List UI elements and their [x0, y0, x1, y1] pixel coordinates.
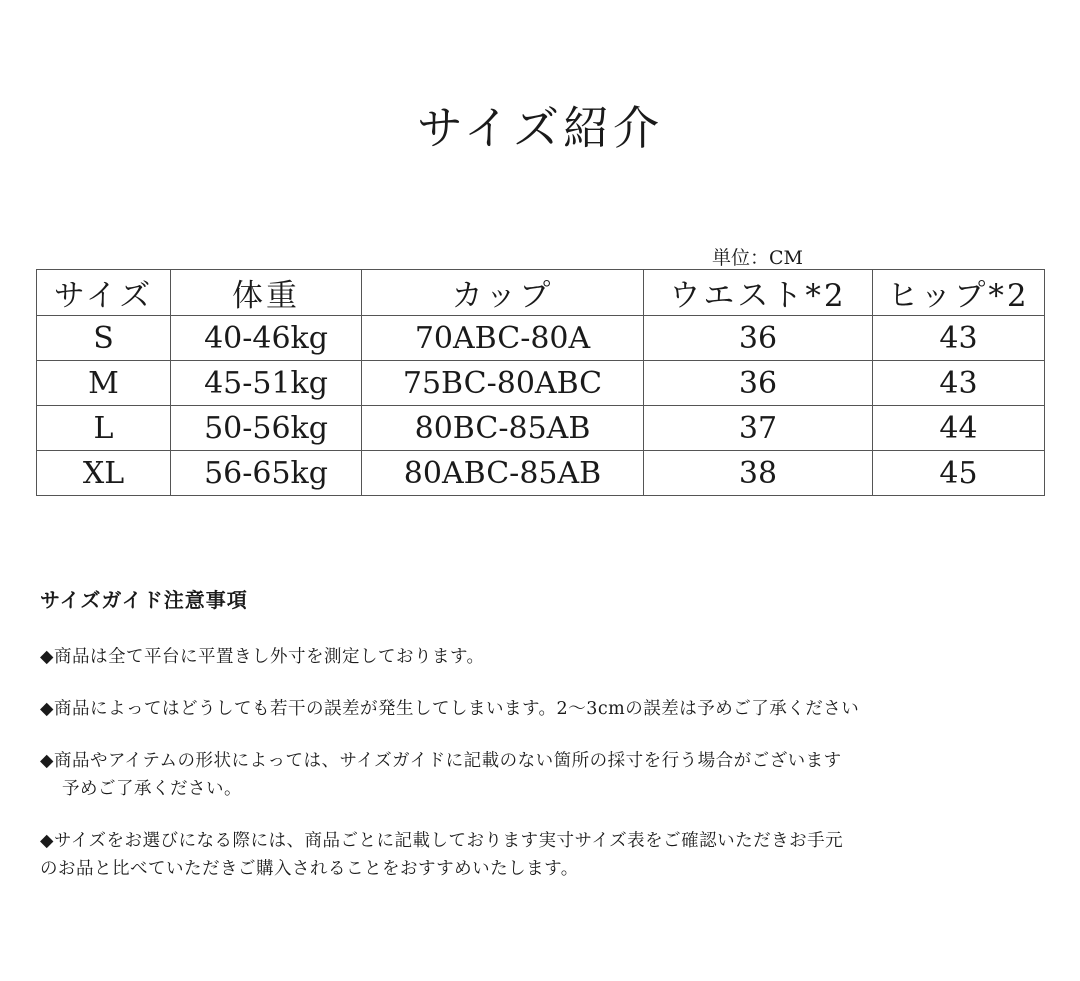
note-line: ◆商品は全て平台に平置きし外寸を測定しております。	[40, 647, 485, 667]
cell-size: XL	[37, 451, 171, 496]
cell-waist: 38	[644, 451, 873, 496]
note-line-continued: 予めご了承ください。	[62, 779, 242, 799]
notes-heading: サイズガイド注意事項	[40, 588, 248, 612]
note-item	[40, 747, 1050, 803]
table-row	[37, 361, 1045, 406]
cell-weight: 40-46kg	[171, 316, 362, 361]
note-item	[40, 827, 1050, 883]
unit-label: 単位：CM	[712, 247, 803, 269]
cell-hip: 43	[873, 361, 1045, 406]
table-row	[37, 316, 1045, 361]
column-header-hip: ヒップ*2	[873, 270, 1045, 316]
page-title: サイズ紹介	[416, 101, 664, 155]
cell-cup: 80BC-85AB	[362, 406, 644, 451]
table-row	[37, 406, 1045, 451]
size-guide-notes	[40, 585, 1050, 907]
cell-weight: 45-51kg	[171, 361, 362, 406]
cell-weight: 56-65kg	[171, 451, 362, 496]
cell-waist: 37	[644, 406, 873, 451]
cell-size: L	[37, 406, 171, 451]
cell-hip: 44	[873, 406, 1045, 451]
column-header-waist: ウエスト*2	[644, 270, 873, 316]
cell-waist: 36	[644, 316, 873, 361]
note-line: ◆商品によってはどうしても若干の誤差が発生してしまいます。2～3cmの誤差は予めご了承ください	[40, 699, 860, 719]
cell-hip: 45	[873, 451, 1045, 496]
cell-cup: 75BC-80ABC	[362, 361, 644, 406]
cell-weight: 50-56kg	[171, 406, 362, 451]
cell-hip: 43	[873, 316, 1045, 361]
note-line: ◆サイズをお選びになる際には、商品ごとに記載しております実寸サイズ表をご確認いただきお手元	[40, 831, 844, 851]
note-line: ◆商品やアイテムの形状によっては、サイズガイドに記載のない箇所の採寸を行う場合がございます	[40, 751, 842, 771]
column-header-cup: カップ	[362, 270, 644, 316]
cell-cup: 70ABC-80A	[362, 316, 644, 361]
cell-size: M	[37, 361, 171, 406]
table-row	[37, 451, 1045, 496]
size-table	[36, 269, 1045, 496]
cell-cup: 80ABC-85AB	[362, 451, 644, 496]
column-header-size: サイズ	[37, 270, 171, 316]
table-header-row	[37, 270, 1045, 316]
column-header-weight: 体重	[171, 270, 362, 316]
note-item	[40, 695, 1050, 723]
note-item	[40, 643, 1050, 671]
note-line-continued: のお品と比べていただきご購入されることをおすすめいたします。	[40, 859, 579, 879]
cell-waist: 36	[644, 361, 873, 406]
cell-size: S	[37, 316, 171, 361]
